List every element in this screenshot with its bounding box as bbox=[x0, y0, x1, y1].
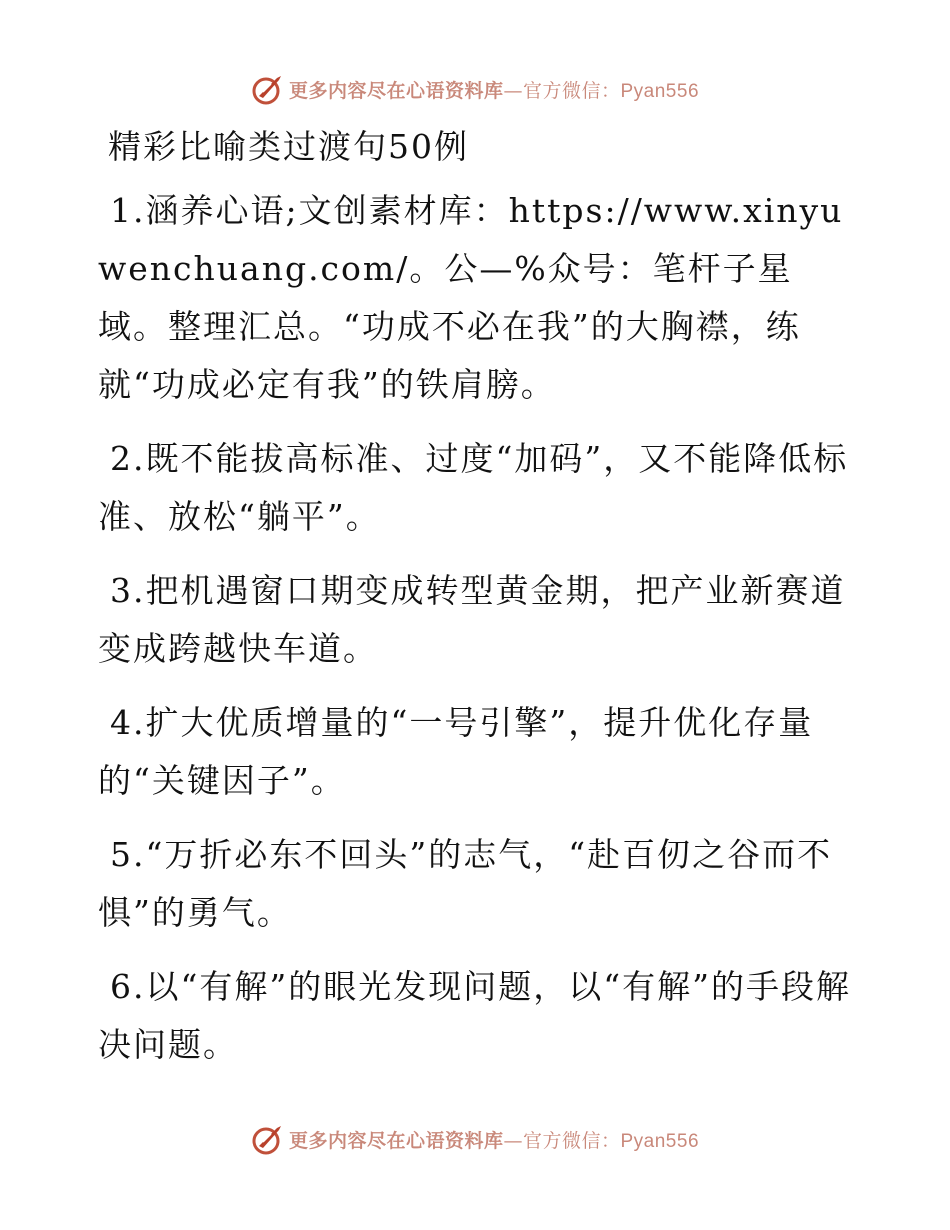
watermark-wechat-label: 官方微信： bbox=[522, 79, 621, 102]
quill-logo-icon bbox=[251, 1122, 285, 1156]
watermark-wechat-label: 官方微信： bbox=[522, 1129, 621, 1152]
item-text: 涵养心语;文创素材库：https://www.xinyuwenchuang.com/。公—%众号：笔杆子星域。整理汇总。“功成不必在我”的大胸襟，练就“功成必定有我”的铁肩膀。 bbox=[98, 191, 844, 404]
item-text: 以“有解”的眼光发现问题，以“有解”的手段解决问题。 bbox=[98, 967, 851, 1064]
item-number: 3. bbox=[110, 571, 146, 610]
watermark-main: 更多内容尽在心语资料库 bbox=[288, 1129, 504, 1152]
list-item bbox=[98, 182, 858, 414]
item-number: 4. bbox=[110, 703, 146, 742]
item-number: 2. bbox=[110, 439, 146, 478]
document-body bbox=[98, 118, 858, 1090]
footer-watermark bbox=[0, 1122, 950, 1156]
list-item bbox=[98, 562, 858, 678]
list-item bbox=[98, 694, 858, 810]
item-number: 5. bbox=[110, 835, 146, 874]
watermark-wechat-id: Pyan556 bbox=[620, 80, 700, 102]
list-item bbox=[98, 430, 858, 546]
list-item bbox=[98, 826, 858, 942]
watermark-main: 更多内容尽在心语资料库 bbox=[288, 79, 504, 102]
document-title: 精彩比喻类过渡句50例 bbox=[108, 127, 469, 166]
watermark-text bbox=[289, 1126, 699, 1153]
quill-logo-icon bbox=[251, 72, 285, 106]
header-watermark bbox=[0, 72, 950, 106]
item-text: 既不能拔高标准、过度“加码”，又不能降低标准、放松“躺平”。 bbox=[98, 439, 849, 536]
watermark-text bbox=[289, 76, 699, 103]
item-text: “万折必东不回头”的志气，“赴百仞之谷而不惧”的勇气。 bbox=[98, 835, 833, 932]
watermark-dash: — bbox=[503, 1129, 523, 1152]
item-number: 6. bbox=[110, 967, 146, 1006]
watermark-wechat-id: Pyan556 bbox=[620, 1130, 700, 1152]
watermark-dash: — bbox=[503, 79, 523, 102]
item-text: 扩大优质增量的“一号引擎”，提升优化存量的“关键因子”。 bbox=[98, 703, 814, 800]
list-item bbox=[98, 958, 858, 1074]
item-text: 把机遇窗口期变成转型黄金期，把产业新赛道变成跨越快车道。 bbox=[98, 571, 846, 668]
item-number: 1. bbox=[110, 191, 146, 230]
